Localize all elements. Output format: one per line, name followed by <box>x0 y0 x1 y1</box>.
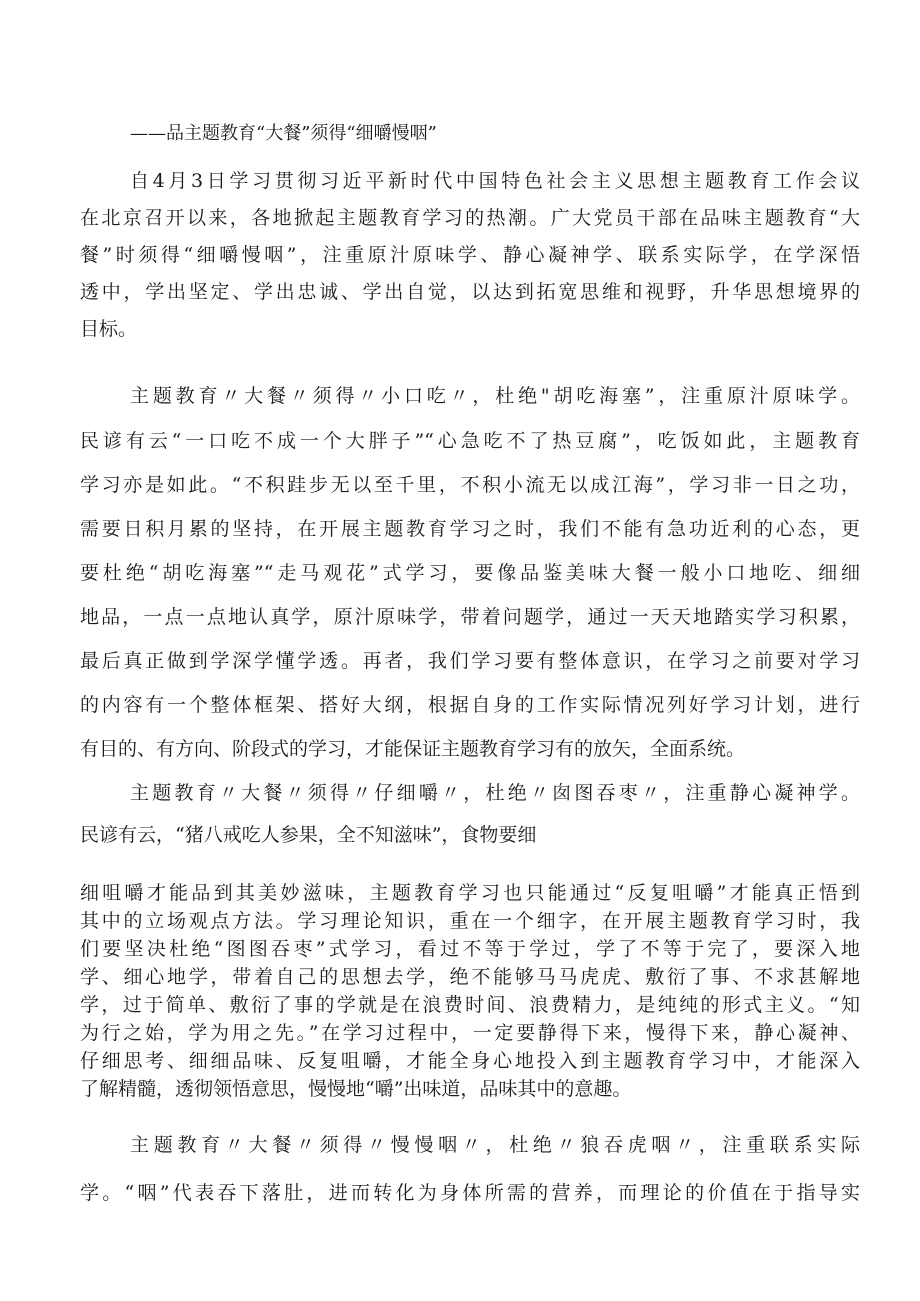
text-line: 学、细心地学，带着自己的思想去学，绝不能够马马虎虎、敷衍了事、不求甚解地 <box>80 966 860 988</box>
text-line: 了解精髓，透彻领悟意思，慢慢地“嚼”出味道，品味其中的意趣。 <box>80 1078 632 1100</box>
text-line: 的内容有一个整体框架、搭好大纲，根据自身的工作实际情况列好学习计划，进行 <box>80 694 860 716</box>
text-line: 在北京召开以来，各地掀起主题教育学习的热潮。广大党员干部在品味主题教育“大 <box>80 207 860 229</box>
section-heading: 主题教育〃大餐〃须得〃小口吃〃，杜绝"胡吃海塞”，注重原汁原味学。 <box>130 385 860 407</box>
text-line: 自4月3日学习贯彻习近平新时代中国特色社会主义思想主题教育工作会议 <box>130 170 860 192</box>
text-line: 学，过于简单、敷衍了事的学就是在浪费时间、浪费精力，是纯纯的形式主义。“知 <box>80 994 860 1016</box>
text-line: 其中的立场观点方法。学习理论知识，重在一个细字，在开展主题教育学习时，我 <box>80 910 860 932</box>
text-line: 地品，一点一点地认真学，原汁原味学，带着问题学，通过一天天地踏实学习积累， <box>80 606 860 628</box>
section-heading: 主题教育〃大餐〃须得〃仔细嚼〃，杜绝〃囱图吞枣〃，注重静心凝神学。 <box>130 782 860 804</box>
text-line: 仔细思考、细细品味、反复咀嚼，才能全身心地投入到主题教育学习中，才能深入 <box>80 1050 860 1072</box>
section-heading: 主题教育〃大餐〃须得〃慢慢咽〃，杜绝〃狼吞虎咽〃，注重联系实际 <box>130 1134 860 1156</box>
text-line: 为行之始，学为用之先。”在学习过程中，一定要静得下来，慢得下来，静心凝神、 <box>80 1022 860 1044</box>
text-line: 透中，学出坚定、学出忠诚、学出自觉，以达到拓宽思维和视野，升华思想境界的 <box>80 281 860 303</box>
text-line: 民谚有云“一口吃不成一个大胖子”“心急吃不了热豆腐”，吃饭如此，主题教育 <box>80 430 860 452</box>
text-line: 学。“咽”代表吞下落肚，进而转化为身体所需的营养，而理论的价值在于指导实 <box>80 1182 860 1204</box>
text-line: 民谚有云，“猪八戒吃人参果，全不知滋味”，食物要细 <box>80 824 537 846</box>
subtitle: ——品主题教育“大餐”须得“细嚼慢咽” <box>130 123 437 144</box>
text-line: 餐”时须得“细嚼慢咽”，注重原汁原味学、静心凝神学、联系实际学，在学深悟 <box>80 244 860 266</box>
text-line: 最后真正做到学深学懂学透。再者，我们学习要有整体意识，在学习之前要对学习 <box>80 650 860 672</box>
text-line: 要杜绝“胡吃海塞”“走马观花”式学习，要像品鉴美味大餐一般小口地吃、细细 <box>80 562 860 584</box>
text-line: 有目的、有方向、阶段式的学习，才能保证主题教育学习有的放矢，全面系统。 <box>80 738 746 760</box>
text-line: 细咀嚼才能品到其美妙滋味，主题教育学习也只能通过“反复咀嚼”才能真正悟到 <box>80 882 860 904</box>
text-line: 学习亦是如此。“不积跬步无以至千里，不积小流无以成江海”，学习非一日之功， <box>80 474 860 496</box>
text-line: 目标。 <box>80 318 138 340</box>
text-line: 需要日积月累的坚持，在开展主题教育学习之时，我们不能有急功近利的心态，更 <box>80 518 860 540</box>
text-line: 们要坚决杜绝“图图吞枣”式学习，看过不等于学过，学了不等于完了，要深入地 <box>80 938 860 960</box>
